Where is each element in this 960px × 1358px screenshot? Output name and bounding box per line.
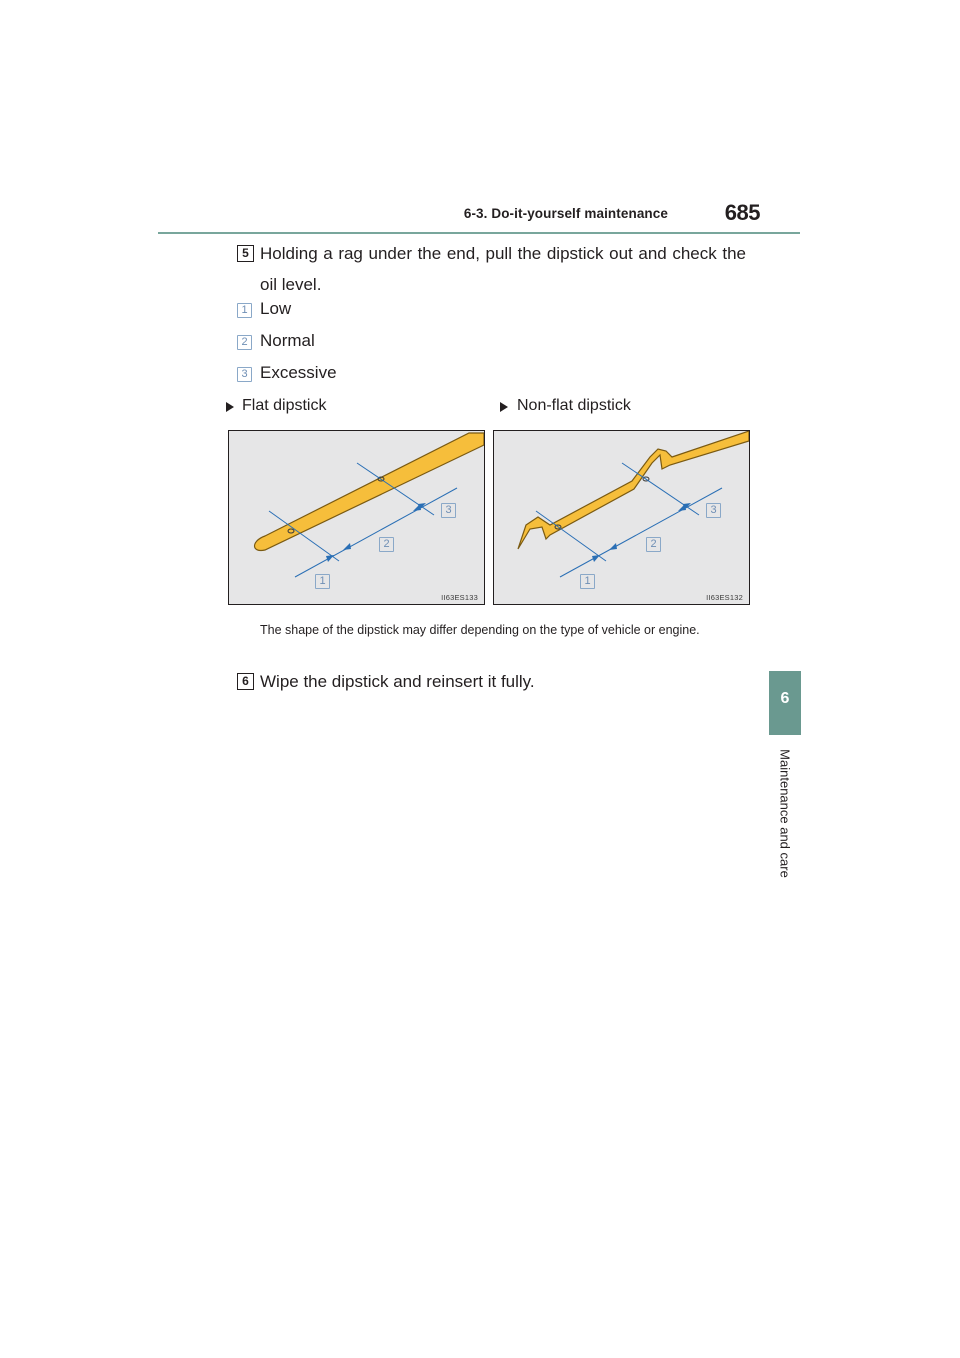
figure-label-2: 2 <box>379 537 394 552</box>
dipstick-shape <box>518 431 749 549</box>
bullet-triangle-icon <box>500 402 508 412</box>
figure-flat-dipstick <box>228 430 485 605</box>
arrow-head <box>343 543 351 550</box>
arrow-head <box>592 555 600 562</box>
figure-label-3: 3 <box>441 503 456 518</box>
figure-caption-flat: Flat dipstick <box>242 397 327 414</box>
chapter-label: Maintenance and care <box>777 749 793 878</box>
arrow-head <box>609 543 617 550</box>
step-6-text: Wipe the dipstick and reinsert it fully. <box>260 672 535 691</box>
page-number: 685 <box>724 200 760 225</box>
level-number-2: 2 <box>237 335 252 350</box>
figure-label-2: 2 <box>646 537 661 552</box>
range-line <box>295 488 457 577</box>
bullet-triangle-icon <box>226 402 234 412</box>
figure-non-flat-dipstick <box>493 430 750 605</box>
step-badge-5: 5 <box>237 245 254 262</box>
figure-note: The shape of the dipstick may differ depending on the type of vehicle or engine. <box>260 623 700 637</box>
figure-label-3: 3 <box>706 503 721 518</box>
figure-code: II63ES133 <box>441 593 478 602</box>
level-label-normal: Normal <box>260 331 315 350</box>
level-number-1: 1 <box>237 303 252 318</box>
figure-code: II63ES132 <box>706 593 743 602</box>
step-badge-6: 6 <box>237 673 254 690</box>
figure-label-1: 1 <box>315 574 330 589</box>
section-title: 6-3. Do-it-yourself maintenance <box>463 206 668 221</box>
level-label-low: Low <box>260 299 292 318</box>
figure-caption-non-flat: Non-flat dipstick <box>517 397 631 414</box>
chapter-number: 6 <box>780 690 790 707</box>
range-line <box>560 488 722 577</box>
figure-label-1: 1 <box>580 574 595 589</box>
level-label-excessive: Excessive <box>260 363 337 382</box>
arrow-head <box>326 555 334 562</box>
step-5-text: Holding a rag under the end, pull the dipstick out and check the oil level. <box>260 244 746 294</box>
level-number-3: 3 <box>237 367 252 382</box>
header-rule <box>158 232 800 234</box>
